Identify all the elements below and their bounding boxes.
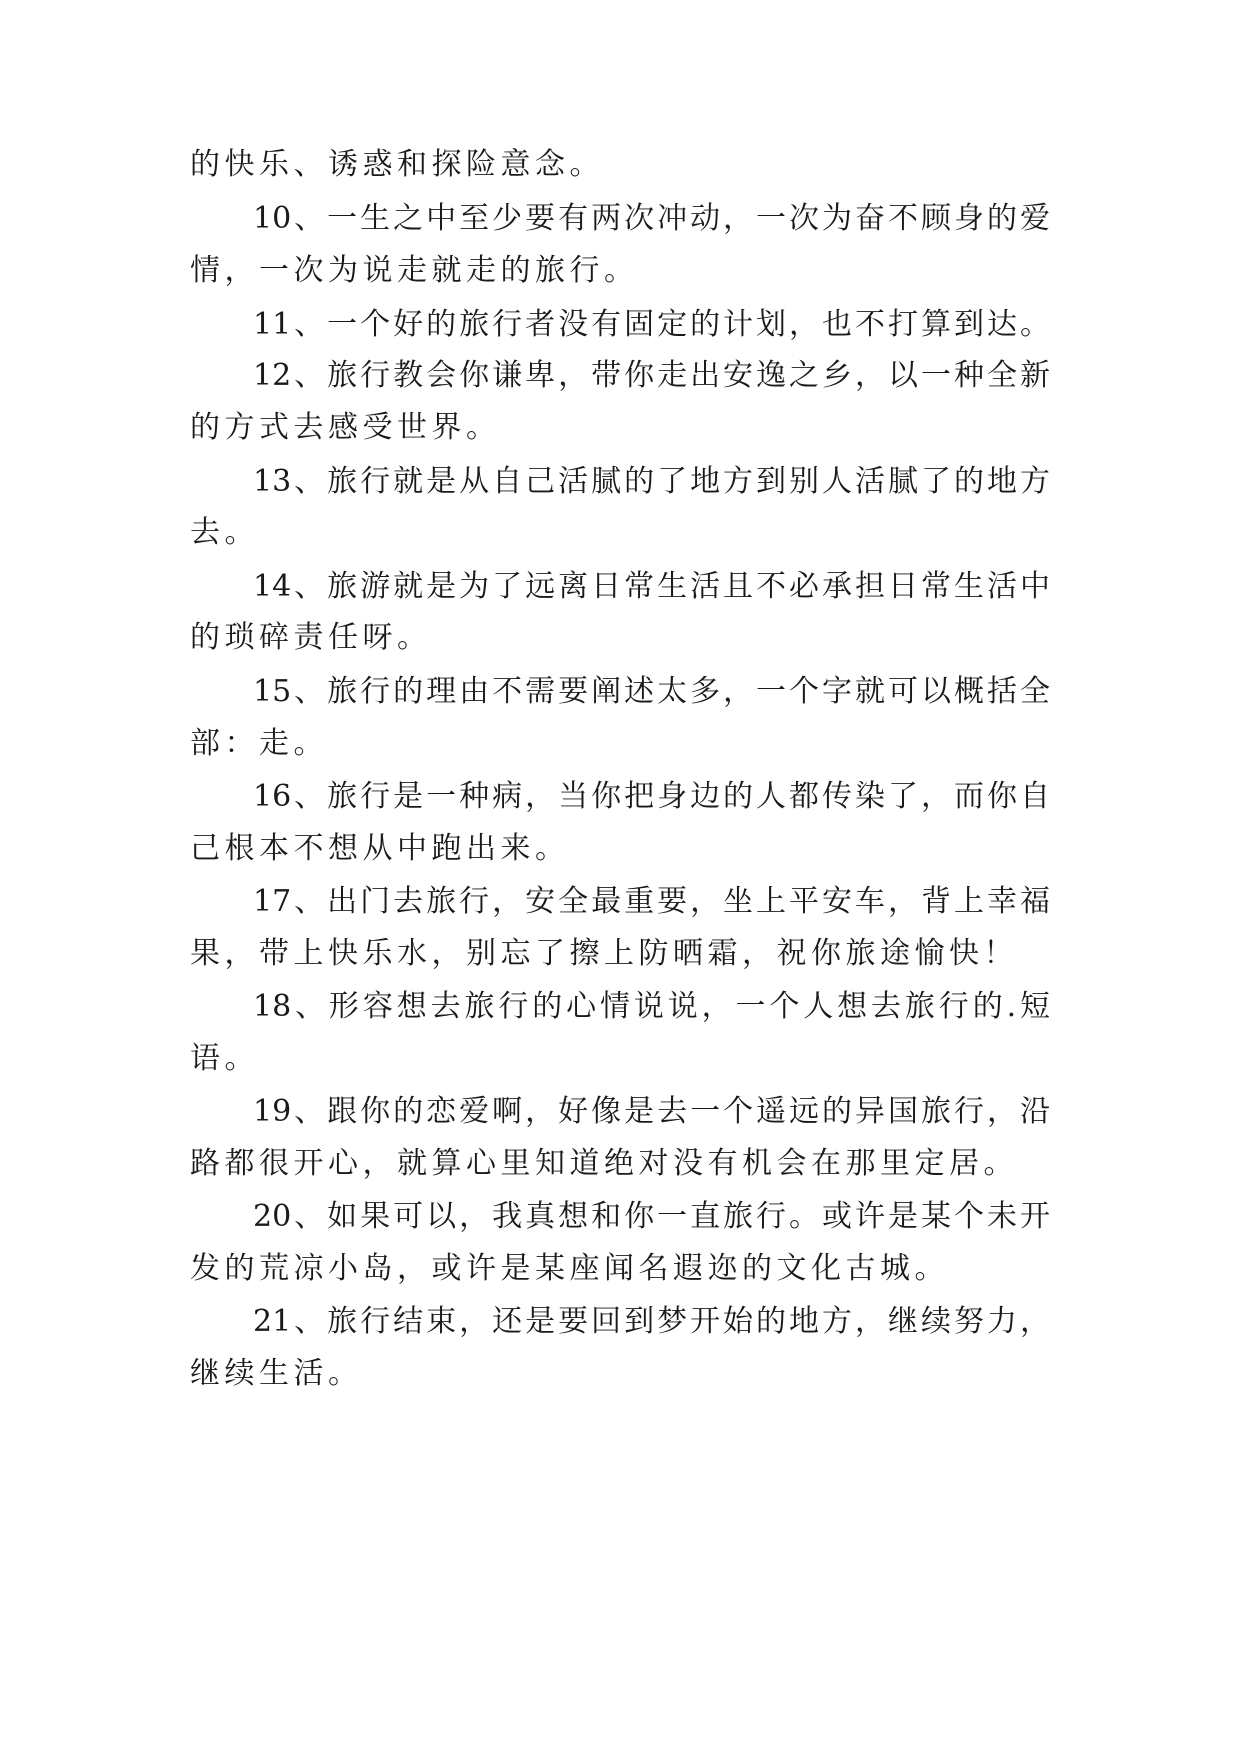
text-line: 12、旅行教会你谦卑，带你走出安逸之乡，以一种全新	[253, 358, 1050, 393]
text-line: 路都很开心，就算心里知道绝对没有机会在那里定居。	[190, 1146, 1018, 1181]
text-line: 14、旅游就是为了远离日常生活且不必承担日常生活中	[253, 569, 1050, 604]
text-line: 19、跟你的恋爱啊，好像是去一个遥远的异国旅行，沿	[253, 1094, 1050, 1129]
text-line: 继续生活。	[190, 1356, 363, 1391]
text-line: 18、形容想去旅行的心情说说，一个人想去旅行的.短	[253, 989, 1050, 1024]
text-line: 部：走。	[190, 726, 328, 761]
text-line: 语。	[190, 1041, 259, 1076]
text-line: 13、旅行就是从自己活腻的了地方到别人活腻了的地方	[253, 464, 1050, 499]
text-line: 发的荒凉小岛，或许是某座闻名遐迩的文化古城。	[190, 1251, 949, 1286]
text-line: 己根本不想从中跑出来。	[190, 831, 570, 866]
text-line: 11、一个好的旅行者没有固定的计划，也不打算到达。	[253, 307, 1050, 342]
text-line: 的琐碎责任呀。	[190, 620, 432, 655]
text-line: 17、出门去旅行，安全最重要，坐上平安车，背上幸福	[253, 884, 1050, 919]
text-line: 21、旅行结束，还是要回到梦开始的地方，继续努力，	[253, 1304, 1050, 1339]
text-line: 10、一生之中至少要有两次冲动，一次为奋不顾身的爱	[253, 201, 1050, 236]
text-line: 情，一次为说走就走的旅行。	[190, 253, 639, 288]
text-line: 16、旅行是一种病，当你把身边的人都传染了，而你自	[253, 779, 1050, 814]
text-line: 去。	[190, 515, 259, 550]
text-line: 的方式去感受世界。	[190, 410, 501, 445]
text-line: 15、旅行的理由不需要阐述太多，一个字就可以概括全	[253, 674, 1050, 709]
text-line: 20、如果可以，我真想和你一直旅行。或许是某个未开	[253, 1199, 1050, 1234]
text-line: 果，带上快乐水，别忘了擦上防晒霜，祝你旅途愉快！	[190, 936, 1018, 971]
text-line: 的快乐、诱惑和探险意念。	[190, 147, 604, 182]
